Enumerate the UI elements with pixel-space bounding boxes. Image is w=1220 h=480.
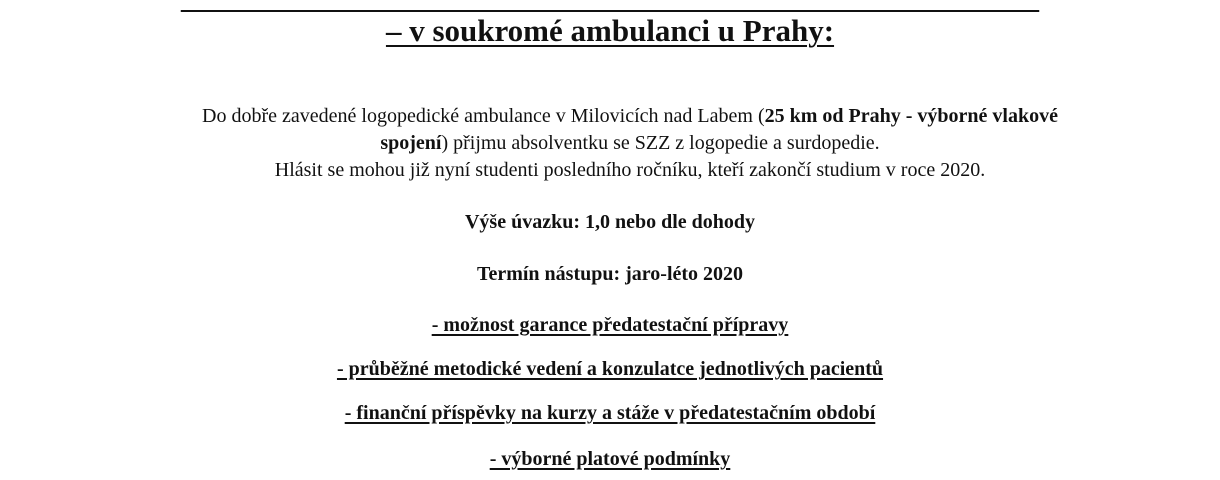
intro-line-2 [150, 130, 1110, 157]
intro-text-1a: Do dobře zavedené logopedické ambulance v Milovicích nad Labem ( [202, 105, 765, 127]
intro-text-2b: ) přijmu absolventku se SZZ z logopedie a surdopedie. [441, 132, 880, 154]
intro-text-2a: spojení [380, 132, 442, 154]
benefit-item [0, 400, 1220, 426]
start-date-field: Termín nástupu: jaro-léto 2020 [476, 263, 744, 285]
benefit-text-3: - finanční příspěvky na kurzy a stáže v předatestačním období [344, 402, 876, 424]
intro-line-3: Hlásit se mohou již nyní studenti posledního ročníku, kteří zakončí studium v roce 2020. [274, 159, 986, 181]
benefit-item [0, 446, 1220, 472]
benefit-item [0, 356, 1220, 382]
document-subtitle [0, 12, 1220, 50]
intro-text-1b: 25 km od Prahy - výborné vlakové [764, 105, 1058, 127]
benefit-text-2: - průběžné metodické vedení a konzulatce jednotlivých pacientů [336, 358, 884, 380]
benefit-text-1: - možnost garance předatestační přípravy [431, 314, 789, 336]
intro-paragraph [150, 103, 1110, 184]
intro-line-1 [150, 103, 1110, 130]
workload-field: Výše úvazku: 1,0 nebo dle dohody [464, 211, 756, 233]
benefit-text-4: - výborné platové podmínky [489, 448, 731, 470]
subtitle-text: – v soukromé ambulanci u Prahy: [385, 13, 835, 48]
benefit-item [0, 312, 1220, 338]
